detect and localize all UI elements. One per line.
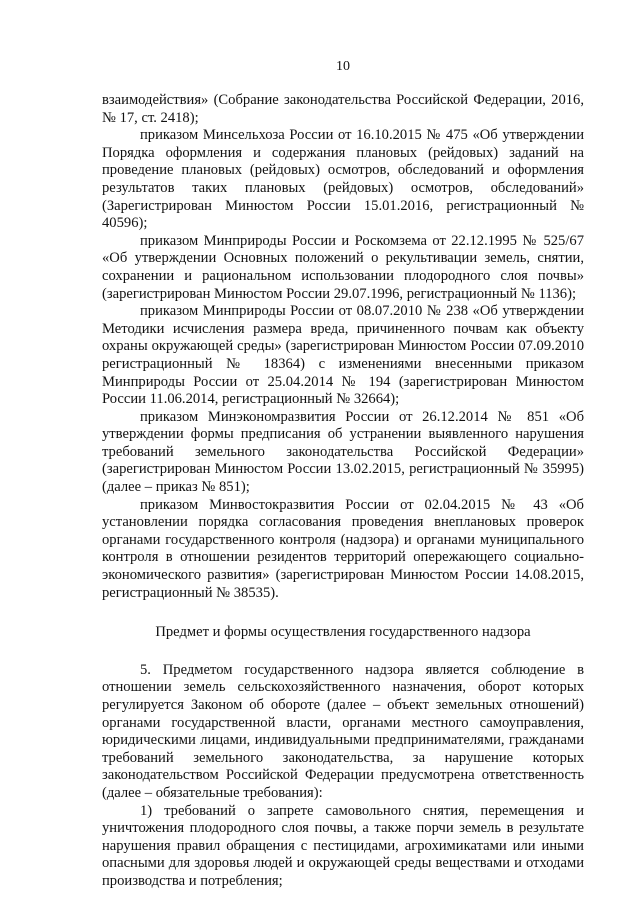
section-heading: Предмет и формы осуществления государственного надзора: [155, 624, 531, 641]
paragraph-order-minprirody: приказом Минприроды России от 08.07.2010 № 238 «Об утверждении Методики исчисления размера вреда, причиненного почвам как объекту охраны окружающей среды» (зарегистрирован Минюстом России 07.09.2010 регистрационный № 18364) с изменениями внесенными приказом Минприроды России от 25.04.2014 № 194 (зарегистрирован Минюстом России 11.06.2014, регистрационный № 32664);: [102, 303, 584, 408]
paragraph-order-minselkhoz: приказом Минсельхоза России от 16.10.2015 № 475 «Об утверждении Порядка оформления и содержания плановых (рейдовых) заданий на проведение плановых (рейдовых) осмотров, обследований и оформления результатов таких плановых (рейдовых) осмотров, обследований» (Зарегистрирован Минюстом России 15.01.2016, регистрационный № 40596);: [102, 127, 584, 232]
paragraph-order-minprirody-roskomzem: приказом Минприроды России и Роскомзема от 22.12.1995 № 525/67 «Об утверждении Основных положений о рекультивации земель, снятии, сохранении и рациональном использовании плодородного слоя почвы» (зарегистрирован Минюстом России 29.07.1996, регистрационный № 1136);: [102, 232, 584, 302]
paragraph-item-5: 5. Предметом государственного надзора является соблюдение в отношении земель сельскохозяйственного назначения, оборот которых регулируется Законом об обороте (далее – объект земельных отношений) органами государственной власти, органами местного самоуправления, юридическими лицами, индивидуальными предпринимателями, гражданами требований земельного законодательства, за нарушение которых законодательством Российской Федерации предусмотрена ответственность (далее – обязательные требования):: [102, 661, 584, 801]
paragraph-subitem-1: 1) требований о запрете самовольного снятия, перемещения и уничтожения плодородного слоя почвы, а также порчи земель в результате нарушения правил обращения с пестицидами, агрохимикатами или иными опасными для здоровья людей и окружающей среды веществами и отходами производства и потребления;: [102, 802, 584, 889]
page-number: 10: [336, 59, 350, 74]
paragraph-continuation: взаимодействия» (Собрание законодательства Российской Федерации, 2016, № 17, ст. 2418);: [102, 92, 584, 126]
paragraph-order-minvostokrazvitiya: приказом Минвостокразвития России от 02.04.2015 № 43 «Об установлении порядка согласования проведения внеплановых проверок органами государственного контроля (надзора) и органами муниципального контроля в отношении резидентов территорий опережающего социально-экономического развития» (зарегистрирован Минюстом России 14.08.2015, регистрационный № 38535).: [102, 496, 584, 601]
paragraph-order-minekonomrazvitiya: приказом Минэкономразвития России от 26.12.2014 № 851 «Об утверждении формы предписания об устранении выявленного нарушения требований земельного законодательства Российской Федерации» (зарегистрирован Минюстом России 13.02.2015, регистрационный № 35995) (далее – приказ № 851);: [102, 408, 584, 496]
